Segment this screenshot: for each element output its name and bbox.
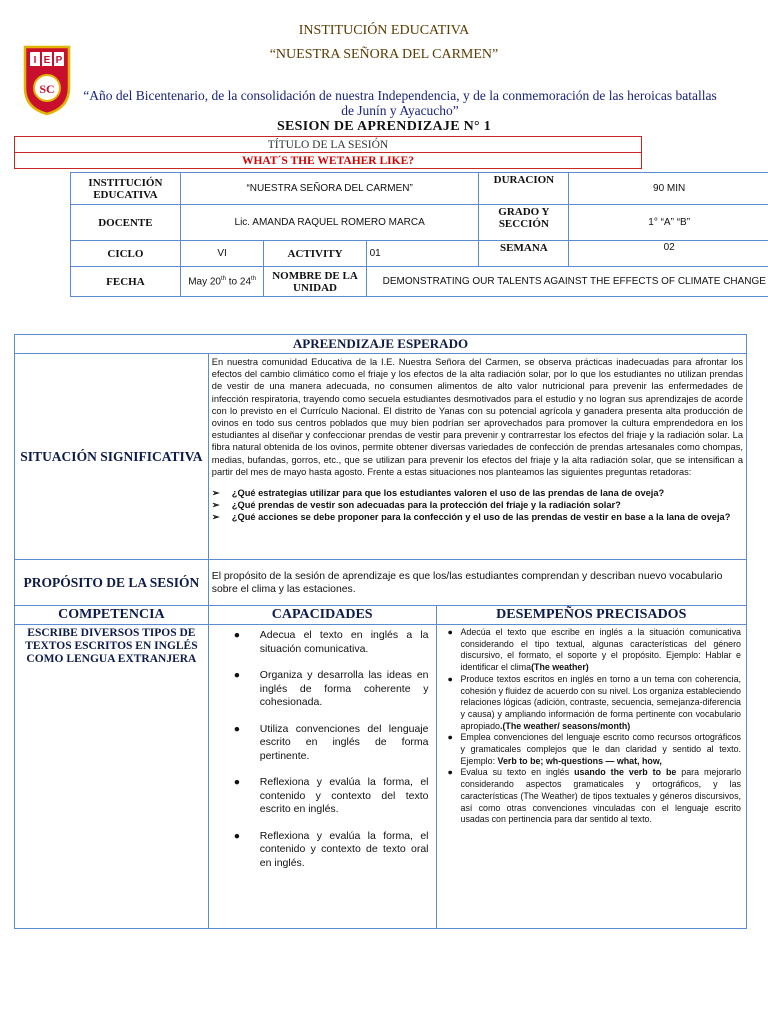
performances-cell (436, 625, 746, 929)
capacity-item: ● Reflexiona y evalúa la forma, el contenido y contexto de texto oral en inglés. (233, 829, 429, 869)
institution-heading: INSTITUCIÓN EDUCATIVA (298, 23, 470, 38)
performance-item: ● Produce textos escritos en inglés en torno a un tema con coherencia, cohesión y fluidez de acuerdo con su nivel. Los organiza estableciendo relaciones lógicas (adición, contraste, secuencia, semejanza-diferencia y causa) y ampliando información de forma pertinente con vocabulario apropiado.(The weather/ seasons/month) (447, 673, 741, 731)
situation-label: SITUACIÓN SIGNIFICATIVA (15, 354, 209, 560)
performance-item: ● Emplea convenciones del lenguaje escrito como recursos ortográficos y gramaticales complejos que le dan claridad y sentido al texto. Ejemplo: Verb to be; wh-questions — what, how, (447, 732, 741, 766)
situation-text: En nuestra comunidad Educativa de la I.E. Nuestra Señora del Carmen, se observa prácticas inadecuadas para afrontar los efectos del cambio climático como el friaje y los efectos de la alta radiación solar, por lo que los estudiantes no utilizan prendas de vestir de una manera adecuada, no consumen alimentos de alto valor nutricional para prevenir las enfermedades de infección respiratoria, trayendo como secuela estudiantes desmotivados para el estudio y no logran sus aprendizajes de acorde con lo previsto en el Currículo Nacional. El distrito de Yanas con su potencial agrícola y ganadera presenta alta producción de ovinos en todo sus centros poblados que muy bien podrían ser aprovechados para promover la cultura emprendedora en los estudiantes al diseñar y confeccionar prendas de vestir para prevenir y contrarrestar los efectos del friaje y la radiación solar. La fibra natural obtenida de los ovinos, permite obtener diversas variedades de confección de prendas artesanales como chompas, medias, bufandas, gorros, etc., que se utilizan para prevenir los efectos del friaje y la alta radiación solar, que se intensifican a partir del mes de mayo hasta agosto. Frente a estas situaciones nos planteamos las siguientes preguntas retadoras: (211, 357, 743, 477)
purpose-text: El propósito de la sesión de aprendizaje es que los/las estudiantes comprendan y describan nuevo vocabulario sobre el clima y las estaciones. (208, 560, 746, 606)
unit-label: NOMBRE DE LA UNIDAD (264, 267, 366, 297)
capacity-item: ● Adecua el texto en inglés a la situación comunicativa. (233, 629, 429, 655)
school-logo (22, 44, 72, 116)
duration-label: DURACION (479, 173, 569, 205)
activity-label: ACTIVITY (264, 241, 366, 267)
teacher-value: Lic. AMANDA RAQUEL ROMERO MARCA (180, 205, 479, 241)
date-value: May 20th to 24th (180, 267, 264, 297)
question-item: ➢ ¿Qué prendas de vestir son adecuadas para la protección del friaje y la radiación solar? (211, 500, 621, 511)
performance-item: ● Adecúa el texto que escribe en inglés a la situación comunicativa considerando el tipo textual, algunas características del género discursivo, el formato, el soporte y el propósito. Ejemplo: Hablar e identificar el clima(The weather) (447, 627, 741, 673)
capacity-item: ● Utiliza convenciones del lenguaje escrito en inglés de forma pertinente. (233, 722, 429, 762)
session-title-value: WHAT´S THE WETAHER LIKE? (15, 153, 642, 169)
week-label: SEMANA (479, 241, 569, 267)
week-value: 02 (569, 241, 768, 267)
logo-monogram: SC (39, 82, 55, 96)
date-label: FECHA (71, 267, 181, 297)
institution-value: “NUESTRA SEÑORA DEL CARMEN” (180, 173, 479, 205)
capacity-item: ● Organiza y desarrolla las ideas en inglés de forma coherente y cohesionada. (233, 669, 429, 708)
year-motto: “Año del Bicentenario, de la consolidación de nuestra Independencia, y de la conmemoración de las heroicas batallas de Junín y Ayacucho” (83, 88, 717, 118)
learning-table (14, 334, 747, 929)
logo-letter-p: P (55, 55, 63, 66)
cycle-value: VI (180, 241, 264, 267)
logo-letter-e: E (43, 55, 51, 66)
institution-label: INSTITUCIÓN EDUCATIVA (71, 173, 181, 205)
cycle-label: CICLO (71, 241, 181, 267)
learning-header: APREENDIZAJE ESPERADO (15, 335, 747, 354)
question-item: ➢ ¿Qué acciones se debe proponer para la confección y el uso de las prendas de vestir en base a la lana de oveja? (211, 512, 731, 523)
page-title: SESION DE APRENDIZAJE N° 1 (276, 119, 492, 134)
unit-value: DEMONSTRATING OUR TALENTS AGAINST THE EFFECTS OF CLIMATE CHANGE (366, 267, 768, 297)
situation-cell (208, 354, 746, 560)
capacities-header: CAPACIDADES (208, 606, 436, 625)
logo-letter-i: I (33, 55, 37, 66)
grade-label: GRADO Y SECCIÓN (479, 205, 569, 241)
session-title-box (14, 136, 642, 169)
performance-item: ● Evalua su texto en inglés usando the verb to be para mejorarlo considerando aspectos gramaticales y ortográficos, y las características (The Weather) de tipos textuales y géneros discursivos, así como otras convenciones vinculadas con el lenguaje escrito usadas con pertinencia para dar sentido al texto. (447, 767, 742, 825)
info-table (70, 172, 768, 297)
purpose-label: PROPÓSITO DE LA SESIÓN (15, 560, 209, 606)
question-item: ➢ ¿Qué estrategias utilizar para que los estudiantes valoren el uso de las prendas de lana de oveja? (211, 488, 665, 499)
performances-header: DESEMPEÑOS PRECISADOS (436, 606, 746, 625)
teacher-label: DOCENTE (71, 205, 181, 241)
grade-value: 1° “A” “B” (569, 205, 768, 241)
activity-value: 01 (366, 241, 479, 267)
school-name: “NUESTRA SEÑORA DEL CARMEN” (269, 47, 499, 62)
capacity-item: ● Reflexiona y evalúa la forma, el contenido y contexto del texto escrito en inglés. (233, 776, 429, 815)
competence-header: COMPETENCIA (15, 606, 209, 625)
session-title-label: TÍTULO DE LA SESIÓN (15, 137, 642, 153)
competence-text: ESCRIBE DIVERSOS TIPOS DE TEXTOS ESCRITOS EN INGLÉS COMO LENGUA EXTRANJERA (15, 625, 209, 929)
capacities-cell (208, 625, 436, 929)
duration-value: 90 MIN (569, 173, 768, 205)
